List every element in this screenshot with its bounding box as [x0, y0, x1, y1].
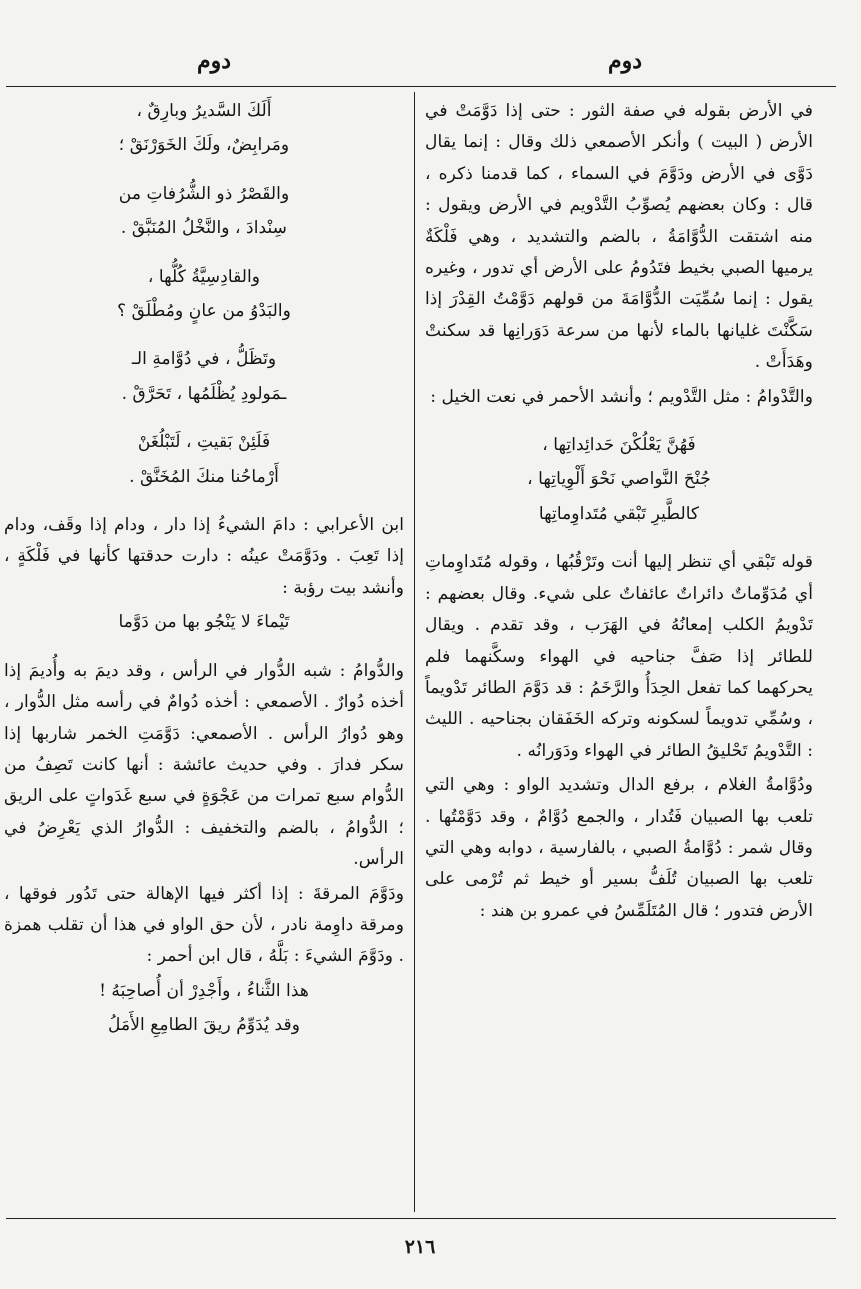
verse-line: أَرْماحُنا منكَ المُخَنَّقْ . — [129, 466, 279, 487]
verse-line: فَلَئِنْ بَقيتِ ، لَتَبْلُغَنْ — [137, 432, 271, 453]
verse-line: سِنْدادَ ، والنَّخْلُ المُنَبَّقْ . — [120, 218, 288, 239]
verse-line: والبَدْوُ من عانٍ ومُطْلَقْ ؟ — [117, 301, 291, 322]
verse-line: أَلَكَ السَّديرُ وبارِقٌ ، — [136, 101, 272, 121]
paragraph: في الأرض بقوله في صفة الثور : حتى إذا دَوَّمَتْ في الأرض ( البيت ) وأنكر الأصمعي ذلك وقال : إنما يقال دَوَّى في الأرض ودَوَّمَ في السماء ، كما قدمنا ذكره ، قال : وكان بعضهم يُصوِّبُ التَّدْويم في الأرض ويقول : منه اشتقت الدُّوَّامَةُ ، بالضم والتشديد ، وهي فَلْكَةٌ يرميها الصبي بخيط فتَدُومُ على الأرض أي تدور ، وغيره يقول : إنما سُمِّيَت الدُّوَّامَةَ من قولهم دَوَّمْتُ القِدْرَ إذا سَكَّنْتَ غليانها بالماء لأنها من سرعة دَوَرانِها قد سكنتْ وهَدَأَتْ . — [425, 101, 813, 373]
paragraph: والتَّدْوامُ : مثل التَّدْويم ؛ وأنشد الأحمر في نعت الخيل : — [430, 386, 813, 407]
verse-line: ومَرابِضٌ، ولَكَ الخَوَرْنَقْ ؛ — [118, 135, 290, 156]
paragraph: ودُوَّامةُ الغلام ، برفع الدال وتشديد الواو : وهي التي تلعب بها الصبيان فَتُدار ، والجمع دُوَّامٌ ، وقد دَوَّمْتُها . وقال شمر : دُوَّامةُ الصبي ، بالفارسية ، دوابه وهي التي تلعب بها الصبيان تُلَفُّ بسير أو خيط ثم تُرْمى على الأرض فتدور ؛ قال المُتَلَمِّسُ في عمرو بن هند : — [425, 775, 813, 921]
verse-line: وتَظَلُّ ، في دُوَّامةِ الـ — [131, 349, 277, 370]
verse-line: والقَصْرُ ذو الشُّرُفاتِ من — [118, 183, 290, 204]
verse-line: وقد يُدَوِّمُ ريقَ الطامِعِ الأَمَلُ — [107, 1015, 301, 1036]
paragraph: ودَوَّمَ المرقةَ : إذا أكثر فيها الإهالة حتى تَدُور فوقها ، ومرقة داوِمة نادر ، لأن حق الواو في هذا أن تقلب همزة . ودَوَّمَ الشيءَ : بَلَّهُ ، قال ابن أحمر : — [4, 883, 404, 967]
paragraph: والدُّوامُ : شبه الدُّوار في الرأس ، وقد ديمَ به وأُديمَ إذا أخذه دُوارٌ . الأصمعي : أخذه دُوامٌ في رأسه مثل الدُّوار ، وهو دُوارُ الرأس . الأصمعي: دَوَّمَتِ الخمر شاربها إذا سكر فدارَ . وفي حديث عائشة : أنها كانت تَصِفُ من الدُّوام سبع تمرات من عَجْوَةٍ في سبع غَدَواتٍ على الريق ؛ الدُّوامُ ، بالضم والتخفيف : الدُّوارُ الذي يَعْرِضُ في الرأس. — [4, 660, 404, 870]
left-column — [4, 96, 404, 1045]
column-divider — [414, 92, 415, 1212]
verse-line: هذا الثَّناءُ ، وأَجْدِرْ أن أُصاحِبَهُ ! — [99, 980, 309, 1001]
running-head-right: دوم — [608, 48, 643, 74]
footer-rule — [6, 1218, 836, 1219]
verse-line: جُنْحَ النَّواصي نَحْوَ أَلْوِياتِها ، — [527, 469, 711, 490]
verse-line: كالطَّيرِ تَبْقي مُتَداوِماتِها — [538, 503, 700, 524]
verse-line: فَهُنَّ يَعْلُكْنَ حَدائِداتِها ، — [542, 435, 696, 456]
right-column — [425, 96, 813, 930]
header-rule — [6, 86, 836, 87]
page-number: ٢١٦ — [404, 1236, 436, 1258]
verse-line: والقادِسِيَّةُ كُلُّها ، — [147, 266, 261, 287]
verse-line: تَيْماءَ لا يَنْجُو بها من دَوَّما — [118, 612, 290, 633]
verse-line: ـمَولودِ يُظْلَمُها ، تَحَرَّقْ . — [121, 383, 287, 404]
paragraph: ابن الأعرابي : دامَ الشيءُ إذا دار ، ودام إذا وقَف، ودام إذا تَعِبَ . ودَوَّمَتْ عينُه : دارت حدقتها كأنها في فَلْكَةٍ ، وأنشد بيت رؤبة : — [4, 515, 404, 598]
paragraph: قوله تَبْقي أي تنظر إليها أنت وتَرْقُبُها ، وقوله مُتَداوِماتِ أي مُدَوِّماتٌ دائراتٌ عائفاتٌ على شيء. وقال بعضهم : تَدْويمُ الكلب إمعانُهُ في الهَرَب ، وقد تقدم . ويقال للطائر إذا صَفَّ جناحيه في الهواء وسكَّنهما فلم يحركهما كما تفعل الحِدَأُ والرَّخَمُ : قد دَوَّمَ الطائر تَدْويماً ، وسُمِّي تدويماً لسكونه وتركه الخَفَقان بجناحيه . الليث : التَّدْويمُ تَحْليقُ الطائر في الهواء ودَوَرانُه . — [425, 552, 813, 761]
running-head-left: دوم — [197, 48, 232, 74]
